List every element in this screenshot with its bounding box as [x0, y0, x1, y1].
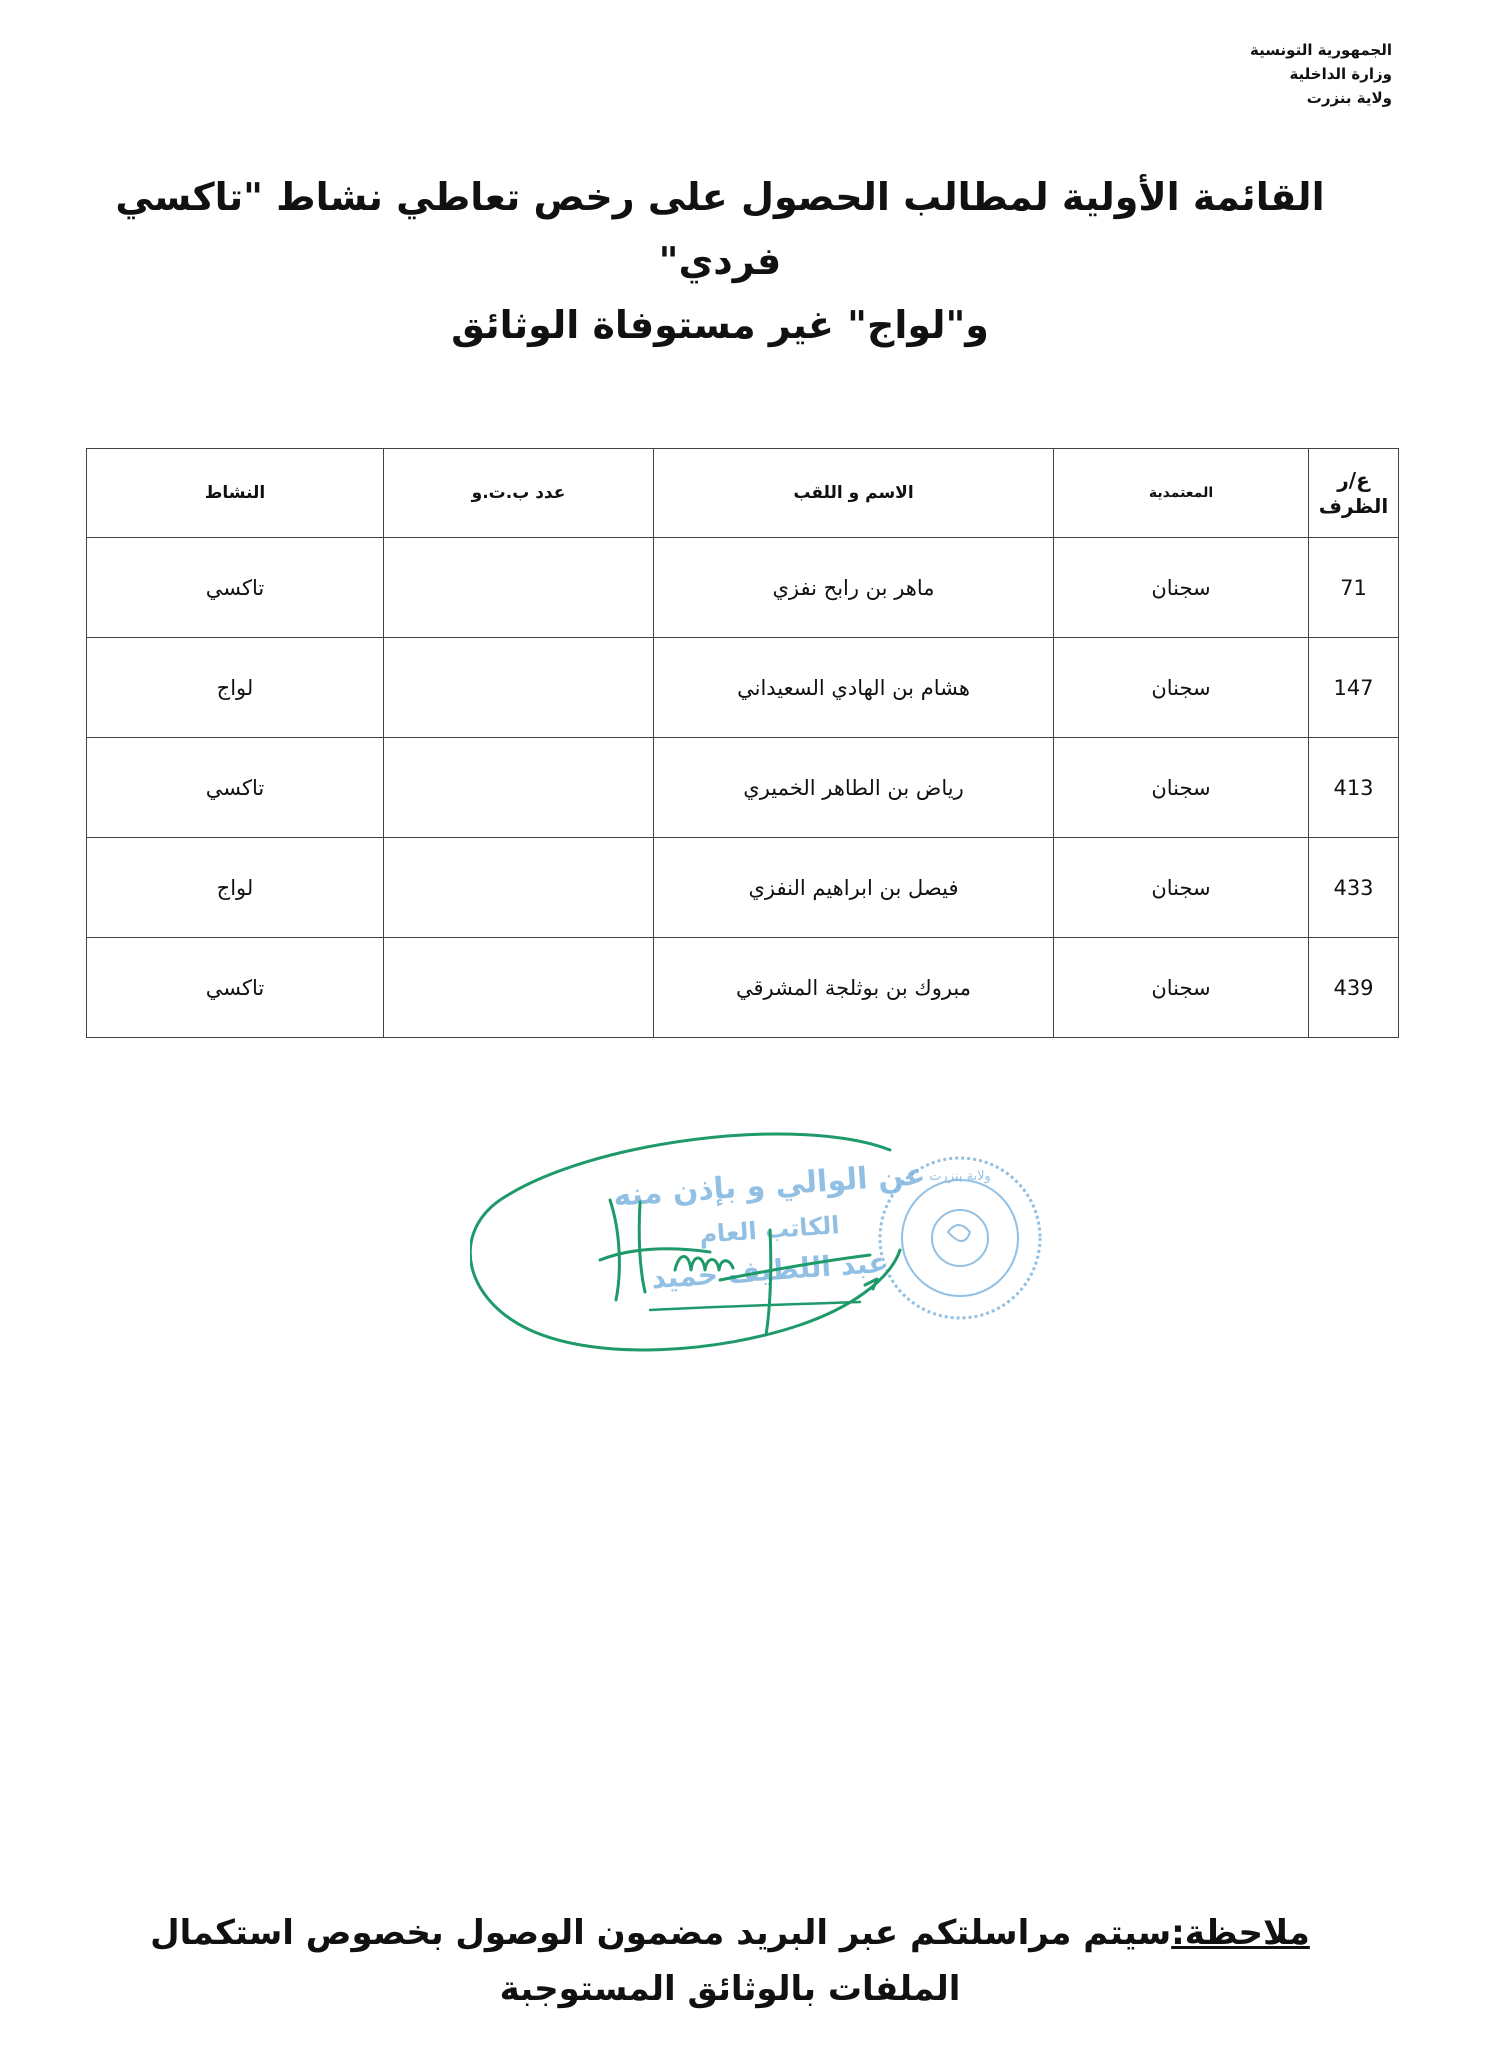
- header-delegation: المعتمدية: [1054, 449, 1309, 538]
- header-ministry: وزارة الداخلية: [1289, 65, 1392, 83]
- header-full-name: الاسم و اللقب: [654, 449, 1054, 538]
- table-row: [87, 738, 1399, 838]
- header-activity: النشاط: [87, 449, 384, 538]
- note-label: ملاحظة:: [1171, 1913, 1310, 1953]
- cell-delegation: سجنان: [1054, 838, 1309, 938]
- cell-activity: تاكسي: [87, 938, 384, 1038]
- cell-activity: لواج: [87, 638, 384, 738]
- stamp-line-2: الكاتب العام: [698, 1211, 841, 1249]
- table-row: [87, 638, 1399, 738]
- stamp-line-3: عبد اللطيف حميد: [650, 1245, 889, 1296]
- cell-activity: تاكسي: [87, 738, 384, 838]
- title-line-1: القائمة الأولية لمطالب الحصول على رخص تعاطي نشاط "تاكسي فردي": [115, 175, 1325, 283]
- cell-activity: لواج: [87, 838, 384, 938]
- cell-full-name: رياض بن الطاهر الخميري: [654, 738, 1054, 838]
- cell-full-name: فيصل بن ابراهيم النفزي: [654, 838, 1054, 938]
- header-envelope-number-line2: الظرف: [1318, 494, 1389, 518]
- cell-id-number-redacted: [384, 538, 654, 638]
- footer-note: [90, 1905, 1370, 2017]
- cell-id-number-redacted: [384, 738, 654, 838]
- cell-id-number-redacted: [384, 838, 654, 938]
- document-title: [90, 165, 1350, 357]
- cell-full-name: مبروك بن بوثلجة المشرقي: [654, 938, 1054, 1038]
- cell-id-number-redacted: [384, 938, 654, 1038]
- signature-block-stamp: [612, 1157, 926, 1295]
- cell-delegation: سجنان: [1054, 538, 1309, 638]
- seal-text: ولاية بنزرت: [929, 1169, 991, 1184]
- header-envelope-number: [1309, 449, 1399, 538]
- table-row: [87, 538, 1399, 638]
- cell-id-number-redacted: [384, 638, 654, 738]
- header-id-number: عدد ب.ت.و: [384, 449, 654, 538]
- cell-envelope-number: 71: [1309, 538, 1399, 638]
- applicants-table: [86, 448, 1399, 1038]
- cell-full-name: هشام بن الهادي السعيداني: [654, 638, 1054, 738]
- cell-activity: تاكسي: [87, 538, 384, 638]
- stamp-line-1: عن الوالي و بإذن منه: [612, 1157, 927, 1214]
- cell-envelope-number: 413: [1309, 738, 1399, 838]
- signature-and-seal: [470, 1120, 1050, 1360]
- note-text: سيتم مراسلتكم عبر البريد مضمون الوصول بخصوص استكمال الملفات بالوثائق المستوجبة: [150, 1913, 1172, 2009]
- cell-full-name: ماهر بن رابح نفزي: [654, 538, 1054, 638]
- header-country: الجمهورية التونسية: [1250, 41, 1392, 59]
- cell-delegation: سجنان: [1054, 938, 1309, 1038]
- signature-seal-graphic: [470, 1120, 1050, 1360]
- cell-delegation: سجنان: [1054, 738, 1309, 838]
- header-governorate: ولاية بنزرت: [1306, 89, 1392, 107]
- table-row: [87, 838, 1399, 938]
- issuing-authority-header: [1092, 38, 1392, 110]
- header-envelope-number-line1: ع/ر: [1337, 468, 1370, 492]
- cell-delegation: سجنان: [1054, 638, 1309, 738]
- official-seal: [880, 1158, 1040, 1318]
- table-header-row: [87, 449, 1399, 538]
- table-row: [87, 938, 1399, 1038]
- cell-envelope-number: 433: [1309, 838, 1399, 938]
- cell-envelope-number: 439: [1309, 938, 1399, 1038]
- cell-envelope-number: 147: [1309, 638, 1399, 738]
- title-line-2: و"لواج" غير مستوفاة الوثائق: [451, 303, 989, 347]
